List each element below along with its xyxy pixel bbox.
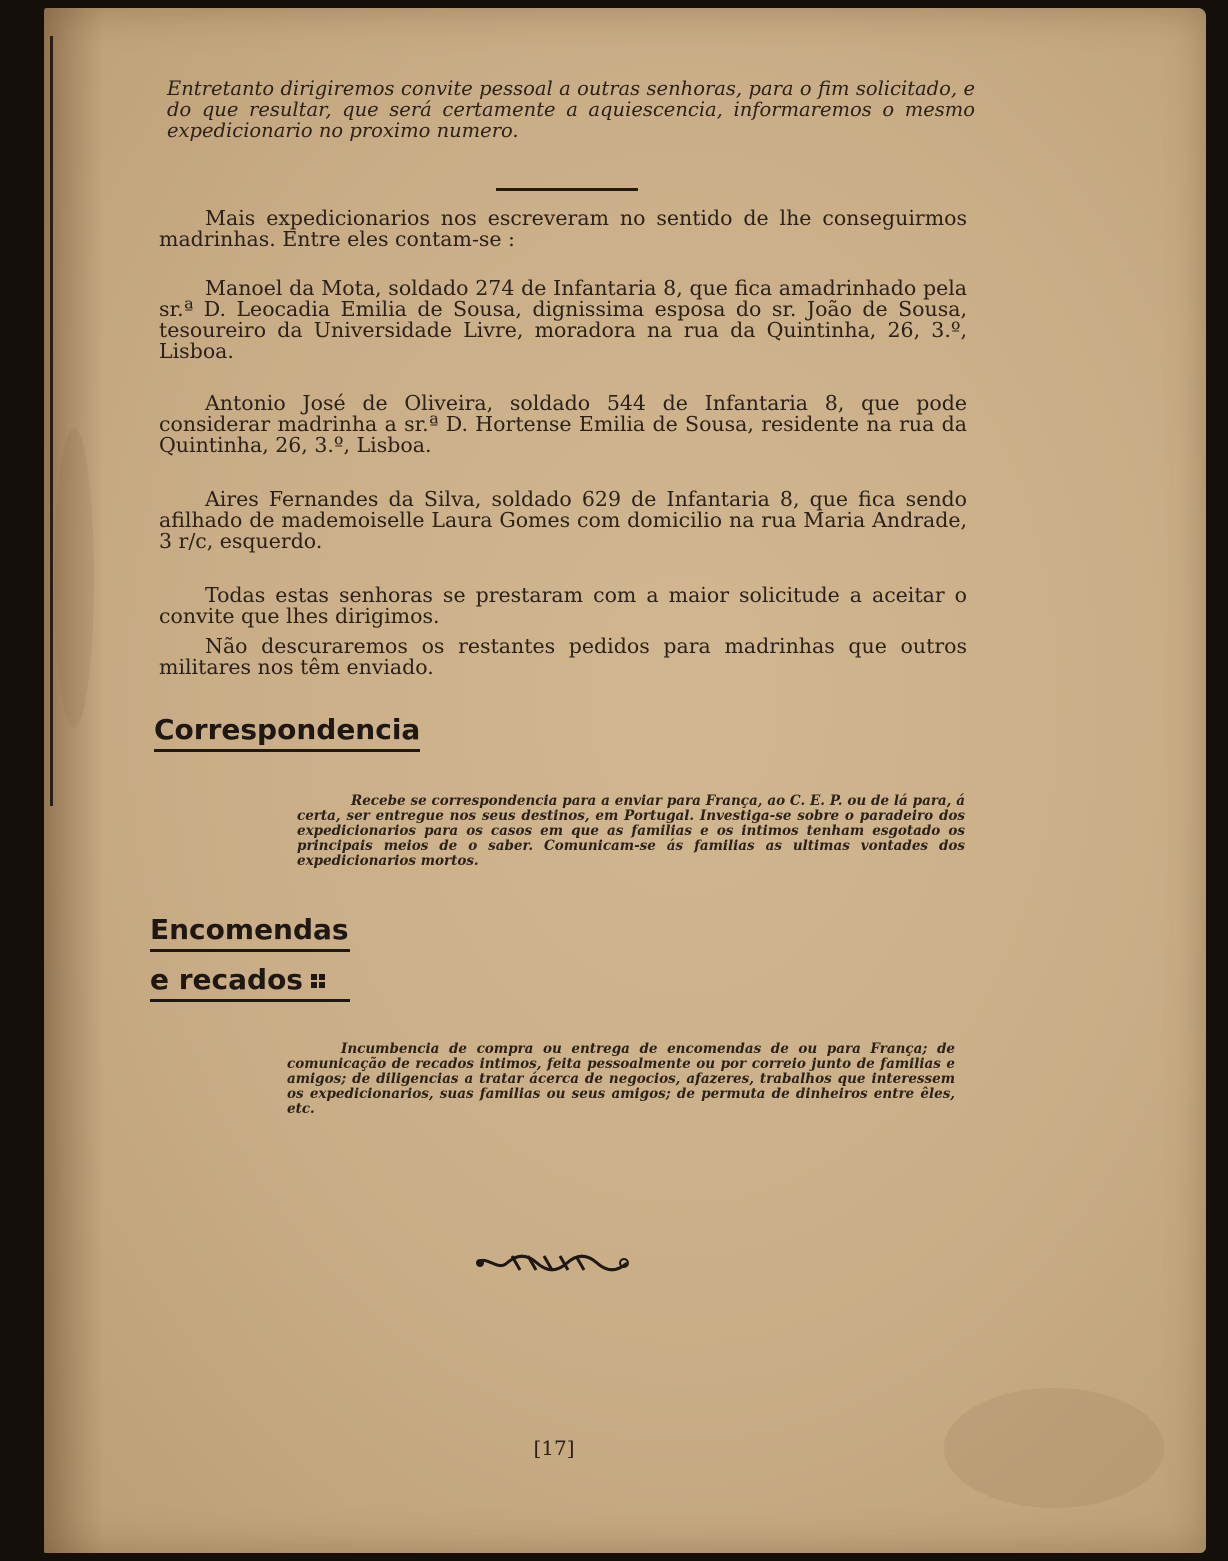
section-divider-rule — [496, 188, 638, 191]
correspondencia-body: Recebe se correspondencia para a enviar para França, ao C. E. P. ou de lá para, á certa, ser entregue nos seus destinos, em Portugal. Investiga-se sobre o paradeiro dos expedicionarios para os casos em que as familias e os intimos tenham esgotado os principais meios de o saber. Comunicam-se ás familias as ultimas vontades dos expedicionarios mortos. — [297, 793, 965, 869]
heading-correspondencia: Correspondencia — [154, 713, 421, 746]
binding-edge — [50, 36, 53, 806]
squares-ornament-icon — [311, 974, 325, 988]
heading-e-recados — [150, 964, 325, 996]
heading-underline — [154, 749, 420, 752]
paragraph-aires-fernandes: Aires Fernandes da Silva, soldado 629 de Infantaria 8, que fica sendo afilhado de mademoiselle Laura Gomes com domicilio na rua Maria Andrade, 3 r/c, esquerdo. — [159, 487, 967, 553]
paragraph-antonio-jose: Antonio José de Oliveira, soldado 544 de Infantaria 8, que pode considerar madrinha a sr.ª D. Hortense Emilia de Sousa, residente na rua da Quintinha, 26, 3.º, Lisboa. — [159, 391, 967, 457]
paragraph-manoel-da-mota: Manoel da Mota, soldado 274 de Infantaria 8, que fica amadrinhado pela sr.ª D. Leocadia Emilia de Sousa, dignissima esposa do sr. João de Sousa, tesoureiro da Universidade Livre, moradora na rua da Quintinha, 26, 3.º, Lisboa. — [159, 276, 967, 363]
page-number: [17] — [533, 1436, 575, 1460]
heading-e-recados-text: e recados — [150, 963, 303, 996]
heading-encomendas: Encomendas — [150, 913, 349, 946]
decorative-ornament-icon — [472, 1250, 632, 1276]
encomendas-body: Incumbencia de compra ou entrega de encomendas de ou para França; de comunicação de recados intimos, feita pessoalmente ou por correio junto de familias e amigos; de diligencias a tratar ácerca de negocios, afazeres, trabalhos que interessem os expedicionarios, suas familias ou seus amigos; de permuta de dinheiros entre êles, etc. — [287, 1041, 955, 1117]
paragraph-todas-senhoras: Todas estas senhoras se prestaram com a maior solicitude a aceitar o convite que lhes dirigimos. — [159, 583, 967, 628]
heading-underline — [150, 949, 350, 952]
paper-stain — [944, 1388, 1164, 1508]
paper-stain — [54, 428, 94, 728]
heading-underline — [150, 999, 350, 1002]
paragraph-more-expedicionarios: Mais expedicionarios nos escreveram no sentido de lhe conseguirmos madrinhas. Entre eles contam-se : — [159, 206, 967, 251]
page — [44, 8, 1206, 1553]
paragraph-nao-descuraremos: Não descuraremos os restantes pedidos para madrinhas que outros militares nos têm enviado. — [159, 634, 967, 679]
intro-italic-paragraph: Entretanto dirigiremos convite pessoal a outras senhoras, para o fim solicitado, e do que resultar, que será certamente a aquiescencia, informaremos o mesmo expedicionario no proximo numero. — [167, 77, 975, 142]
page-spine-shadow — [44, 8, 104, 1553]
